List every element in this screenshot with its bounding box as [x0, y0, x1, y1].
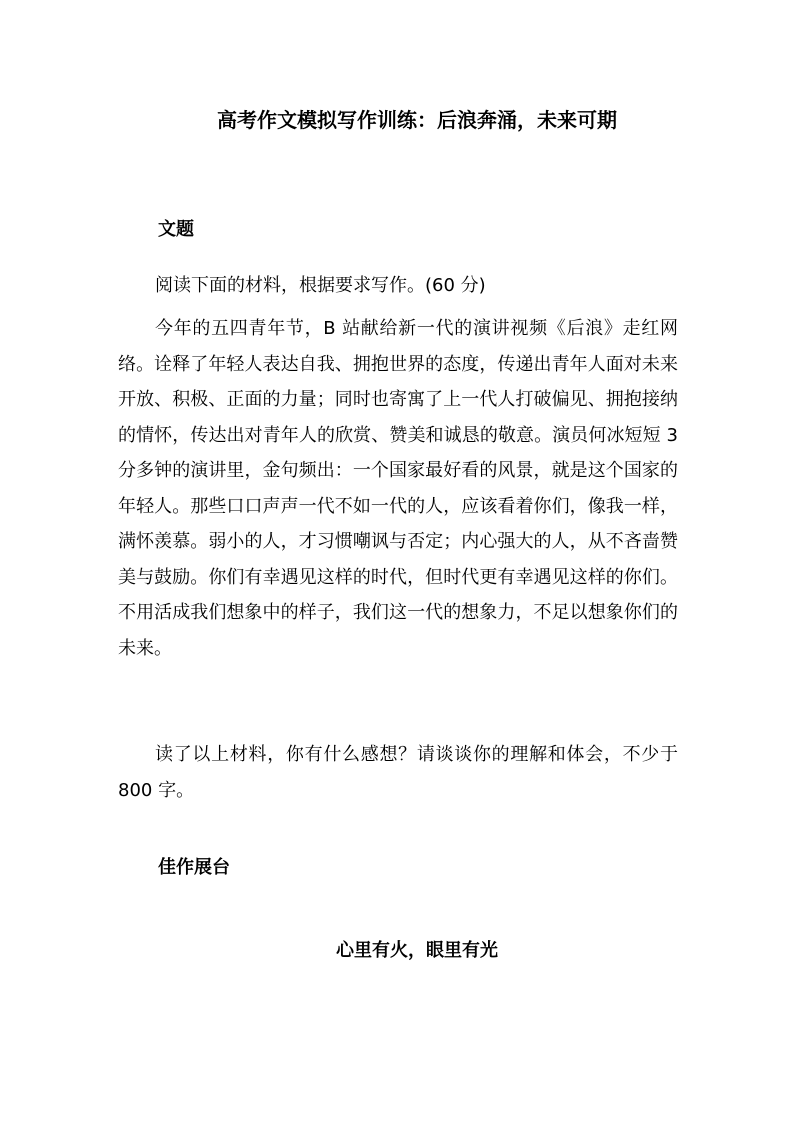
prompt-material-text: 今年的五四青年节，B 站献给新一代的演讲视频《后浪》走红网络。诠释了年轻人表达自我、拥抱世界的态度，传递出青年人面对未来开放、积极、正面的力量；同时也寄寓了上一代人打破偏见、拥抱接纳的情怀，传达出对青年人的欣赏、赞美和诚恳的敬意。演员何冰短短 3 分多钟的演讲里，金句频出：一个国家最好看的风景，就是这个国家的年轻人。那些口口声声一代不如一代的人，应该看着你们，像我一样，满怀羡慕。弱小的人，才习惯嘲讽与否定；内心强大的人，从不吝啬赞美与鼓励。你们有幸遇见这样的时代，但时代更有幸遇见这样的你们。不用活成我们想象中的样子，我们这一代的想象力，不足以想象你们的未来。: [118, 318, 678, 659]
prompt-instruction: [118, 268, 678, 304]
showcase-section-heading: 佳作展台: [158, 857, 230, 878]
prompt-question-text: 读了以上材料，你有什么感想？请谈谈你的理解和体会，不少于 800 字。: [118, 744, 678, 801]
essay-title: 心里有火，眼里有光: [336, 940, 498, 961]
prompt-question: [118, 737, 678, 808]
prompt-material: [118, 311, 678, 666]
prompt-instruction-text: 阅读下面的材料，根据要求写作。(60 分): [155, 275, 486, 296]
document-title: 高考作文模拟写作训练：后浪奔涌，未来可期: [217, 108, 617, 132]
prompt-section-heading: 文题: [158, 219, 194, 240]
